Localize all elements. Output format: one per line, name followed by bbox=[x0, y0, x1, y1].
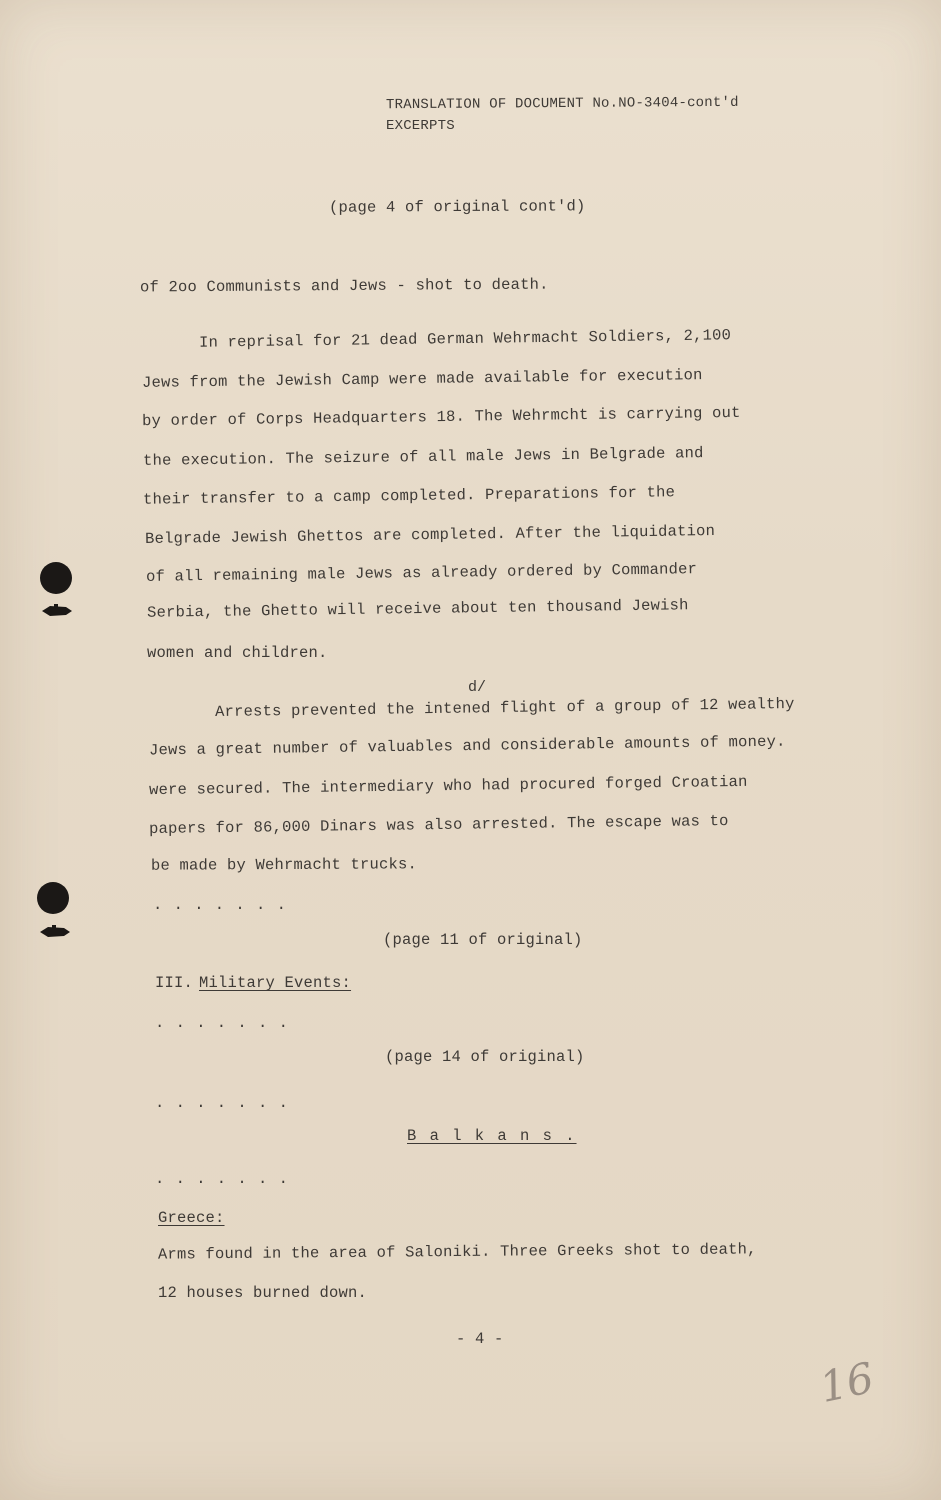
handwritten-page-number: 16 bbox=[815, 1352, 878, 1413]
balkans-heading: B a l k a n s . bbox=[407, 1127, 577, 1145]
ellipsis: . . . . . . . bbox=[153, 896, 287, 914]
paragraph-line: their transfer to a camp completed. Preparations for the bbox=[142, 483, 676, 509]
page-reference: (page 11 of original) bbox=[383, 931, 583, 949]
paragraph-line: Serbia, the Ghetto will receive about ten thousand Jewish bbox=[146, 596, 689, 622]
paragraph-line: the execution. The seizure of all male Jews in Belgrade and bbox=[142, 444, 704, 470]
page-reference: (page 14 of original) bbox=[385, 1048, 585, 1066]
ellipsis: . . . . . . . bbox=[155, 1170, 289, 1188]
paragraph-line: of all remaining male Jews as already ordered by Commander bbox=[145, 560, 698, 586]
ellipsis: . . . . . . . bbox=[155, 1094, 289, 1112]
paragraph-line: Arms found in the area of Saloniki. Three Greeks shot to death, bbox=[157, 1240, 757, 1264]
paragraph-line: were secured. The intermediary who had procured forged Croatian bbox=[148, 772, 748, 800]
header-subtitle: EXCERPTS bbox=[386, 118, 455, 134]
paragraph-line: be made by Wehrmacht trucks. bbox=[150, 855, 418, 875]
paragraph-line: Jews a great number of valuables and considerable amounts of money. bbox=[148, 732, 786, 760]
section-title: Military Events: bbox=[199, 974, 352, 992]
paragraph-line: In reprisal for 21 dead German Wehrmacht Soldiers, 2,100 bbox=[198, 326, 732, 352]
paragraph-line: women and children. bbox=[147, 644, 328, 662]
header-title: TRANSLATION OF DOCUMENT No.NO-3404-cont'd bbox=[385, 94, 739, 114]
punch-hole bbox=[40, 562, 72, 594]
paragraph-line: of 2oo Communists and Jews - shot to death. bbox=[139, 275, 549, 297]
paragraph-line: Belgrade Jewish Ghettos are completed. After the liquidation bbox=[144, 522, 716, 548]
paragraph-line: Jews from the Jewish Camp were made available for execution bbox=[141, 366, 703, 392]
greece-label: Greece: bbox=[158, 1209, 225, 1227]
page-reference: (page 4 of original cont'd) bbox=[328, 197, 586, 217]
fastener-tab-icon bbox=[42, 604, 72, 618]
section-number: III. bbox=[155, 974, 194, 992]
ellipsis: . . . . . . . bbox=[155, 1014, 289, 1032]
paragraph-line: Arrests prevented the intened flight of a group of 12 wealthy bbox=[214, 694, 795, 722]
handwritten-insertion: d/ bbox=[468, 679, 487, 696]
page-number: - 4 - bbox=[456, 1330, 504, 1348]
paragraph-line: 12 houses burned down. bbox=[158, 1284, 368, 1302]
punch-hole bbox=[37, 882, 69, 914]
paragraph-line: by order of Corps Headquarters 18. The Wehrmcht is carrying out bbox=[141, 403, 741, 431]
fastener-tab-icon bbox=[40, 925, 70, 939]
paragraph-line: papers for 86,000 Dinars was also arrested. The escape was to bbox=[148, 811, 729, 839]
